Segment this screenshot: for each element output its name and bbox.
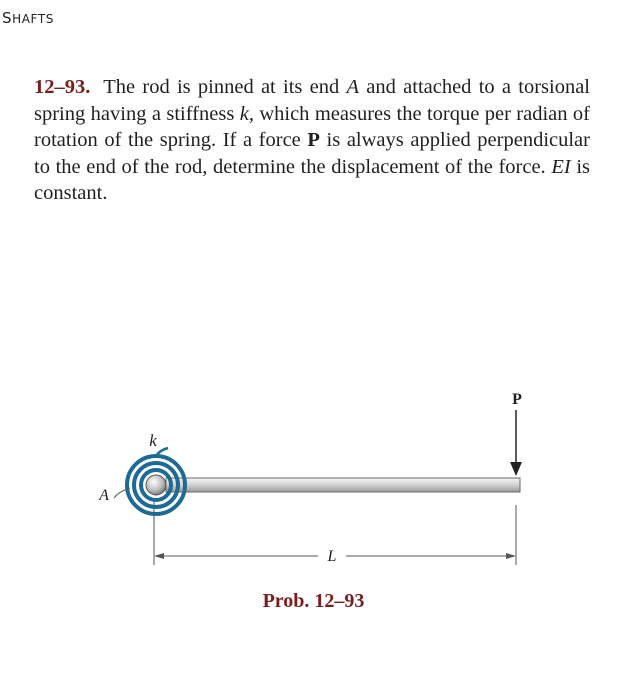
problem-text-force: P: [307, 129, 320, 151]
problem-text-1: The rod is pinned at its end: [103, 76, 347, 98]
problem-text-ei: EI: [551, 155, 571, 178]
length-label: L: [327, 548, 337, 565]
figure-caption: Prob. 12–93: [262, 590, 365, 612]
problem-text-5: is constant.: [34, 155, 590, 204]
problem-text-2: and attached to a torsional spring having a stiffness: [34, 76, 590, 125]
pin: [146, 475, 166, 495]
problem-statement: [34, 74, 590, 207]
running-head-initial: S: [2, 9, 13, 27]
problem-number: 12–93.: [34, 76, 91, 98]
force-arrow-head: [510, 462, 522, 476]
problem-text-4: is always applied perpendicular to the end of the rod, determine the displacement of the force.: [34, 129, 590, 178]
dimension-arrow-left: [154, 553, 164, 559]
dimension-arrow-right: [506, 553, 516, 559]
problem-text-point-a: A: [346, 76, 360, 98]
spring-label: k: [149, 431, 157, 450]
running-head-rest: HAFTS: [12, 12, 54, 26]
force-label: P: [512, 391, 522, 408]
running-head: [2, 9, 54, 27]
rod: [166, 478, 520, 492]
pin-label: A: [99, 487, 109, 504]
problem-text-stiffness: k: [239, 102, 249, 125]
problem-text-3: , which measures the torque per radian of rotation of the spring. If a force: [34, 102, 590, 151]
